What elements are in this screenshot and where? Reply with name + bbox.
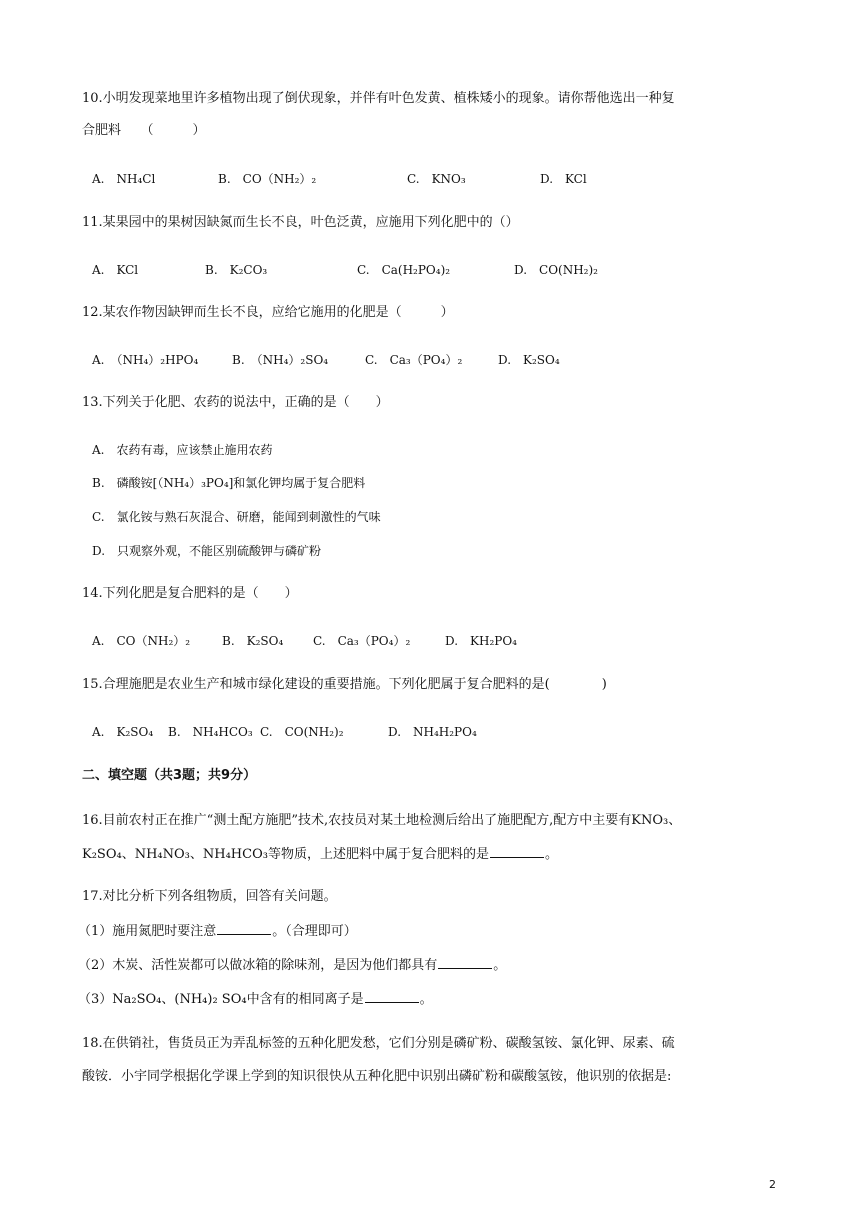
q14-option-d: D. KH₂PO₄ — [445, 634, 517, 648]
q12-stem: 12.某农作物因缺钾而生长不良，应给它施用的化肥是（ ） — [82, 305, 454, 320]
q15-option-b: B. NH₄HCO₃ — [168, 725, 253, 739]
q17-sub3-text-end: 。 — [419, 992, 433, 1007]
q13-stem: 13.下列关于化肥、农药的说法中，正确的是（ ） — [82, 395, 389, 410]
q17-sub2-text-end: 。 — [493, 958, 507, 973]
q17-stem: 17.对比分析下列各组物质，回答有关问题。 — [82, 889, 337, 904]
q17-sub2-answer-blank[interactable] — [438, 956, 492, 969]
q15-option-a: A. K₂SO₄ — [92, 725, 154, 739]
q14-option-a: A. CO（NH₂）₂ — [92, 634, 191, 648]
q17-sub1-answer-blank[interactable] — [217, 922, 271, 935]
q17-sub3 — [78, 990, 433, 1009]
page-number: 2 — [769, 1178, 776, 1191]
q13-option-c: C. 氯化铵与熟石灰混合、研磨，能闻到刺激性的气味 — [92, 510, 381, 524]
q17-sub1 — [78, 922, 357, 941]
q12-option-c: C. Ca₃（PO₄）₂ — [365, 353, 463, 367]
q15-option-c: C. CO(NH₂)₂ — [260, 725, 344, 739]
q17-sub1-text-end: 。（合理即可） — [272, 924, 357, 939]
q18-stem-line2: 酸铵．小宇同学根据化学课上学到的知识很快从五种化肥中识别出磷矿粉和碳酸氢铵，他识别的依据是: — [82, 1069, 672, 1084]
q17-sub2 — [78, 956, 506, 975]
q16-stem-line2 — [82, 845, 558, 864]
q16-text: K₂SO₄、NH₄NO₃、NH₄HCO₃等物质，上述肥料中属于复合肥料的是 — [82, 847, 489, 862]
q16-answer-blank[interactable] — [490, 845, 544, 858]
q15-option-d: D. NH₄H₂PO₄ — [388, 725, 477, 739]
q17-sub3-text: （3）Na₂SO₄、(NH₄)₂ SO₄中含有的相同离子是 — [78, 992, 364, 1007]
q10-option-d: D. KCl — [540, 172, 587, 186]
q13-option-d: D. 只观察外观，不能区别硫酸钾与磷矿粉 — [92, 544, 322, 558]
q14-option-c: C. Ca₃（PO₄）₂ — [313, 634, 411, 648]
q17-sub1-text: （1）施用氮肥时要注意 — [78, 924, 217, 939]
q17-sub2-text: （2）木炭、活性炭都可以做冰箱的除味剂，是因为他们都具有 — [78, 958, 438, 973]
q14-option-b: B. K₂SO₄ — [222, 634, 284, 648]
section-title: 二、填空题（共3题；共9分） — [82, 768, 257, 783]
q10-stem-line2: 合肥料 （ ） — [82, 123, 206, 138]
q11-stem: 11.某果园中的果树因缺氮而生长不良，叶色泛黄，应施用下列化肥中的（） — [82, 215, 519, 230]
q14-stem: 14.下列化肥是复合肥料的是（ ） — [82, 586, 298, 601]
q17-sub3-answer-blank[interactable] — [365, 990, 419, 1003]
q10-option-a: A. NH₄Cl — [92, 172, 156, 186]
q13-option-a: A. 农药有毒，应该禁止施用农药 — [92, 443, 273, 457]
q16-text-end: 。 — [544, 847, 558, 862]
q11-option-a: A. KCl — [92, 263, 139, 277]
q12-option-a: A. （NH₄）₂HPO₄ — [92, 353, 199, 367]
q12-option-b: B. （NH₄）₂SO₄ — [232, 353, 329, 367]
q11-option-d: D. CO(NH₂)₂ — [514, 263, 598, 277]
q10-stem-line1: 10.小明发现菜地里许多植物出现了倒伏现象，并伴有叶色发黄、植株矮小的现象。请你帮他选出一种复 — [82, 91, 675, 106]
q15-stem: 15.合理施肥是农业生产和城市绿化建设的重要措施。下列化肥属于复合肥料的是( ) — [82, 677, 607, 692]
q12-option-d: D. K₂SO₄ — [498, 353, 560, 367]
q16-stem-line1: 16.目前农村正在推广“测土配方施肥”技术,农技员对某土地检测后给出了施肥配方,配方中主要有KNO₃、 — [82, 813, 682, 828]
q11-option-b: B. K₂CO₃ — [205, 263, 268, 277]
q10-option-b: B. CO（NH₂）₂ — [218, 172, 317, 186]
q11-option-c: C. Ca(H₂PO₄)₂ — [357, 263, 451, 277]
q13-option-b: B. 磷酸铵[（NH₄）₃PO₄]和氯化钾均属于复合肥料 — [92, 476, 366, 490]
q10-option-c: C. KNO₃ — [407, 172, 466, 186]
q18-stem-line1: 18.在供销社，售货员正为弄乱标签的五种化肥发愁，它们分别是磷矿粉、碳酸氢铵、氯化钾、尿素、硫 — [82, 1036, 675, 1051]
